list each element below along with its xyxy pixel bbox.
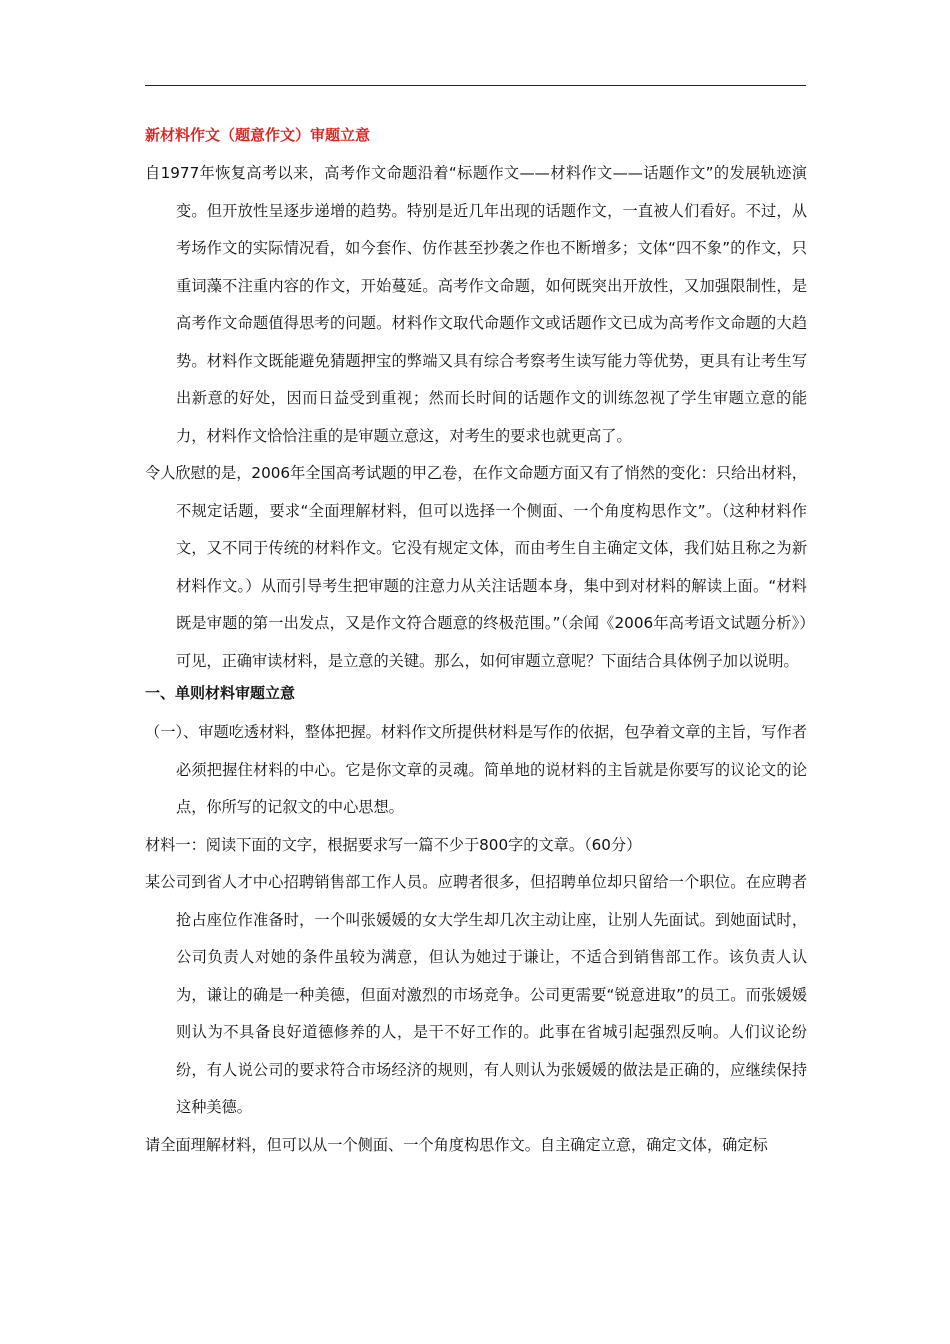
section-paragraph-1: （一）、审题吃透材料，整体把握。材料作文所提供材料是写作的依据，包孕着文章的主旨，写作者必须把握住材料的中心。它是你文章的灵魂。简单地的说材料的主旨就是你要写的议论文的论点，你所写的记叙文的中心思想。 [145, 723, 807, 816]
intro-paragraph-1: 自1977年恢复高考以来，高考作文命题沿着“标题作文——材料作文——话题作文”的发展轨迹演变。但开放性呈逐步递增的趋势。特别是近几年出现的话题作文，一直被人们看好。不过，从考场作文的实际情况看，如今套作、仿作甚至抄袭之作也不断增多；文体“四不象”的作文，只重词藻不注重内容的作文，开始蔓延。高考作文命题，如何既突出开放性，又加强限制性，是高考作文命题值得思考的问题。材料作文取代命题作文或话题作文已成为高考作文命题的大趋势。材料作文既能避免猜题押宝的弊端又具有综合考察考生读写能力等优势，更具有让考生写出新意的好处，因而日益受到重视；然而长时间的话题作文的训练忽视了学生审题立意的能力，材料作文恰恰注重的是审题立意这，对考生的要求也就更高了。 [145, 164, 807, 445]
document-body [145, 124, 807, 1164]
top-rule [145, 85, 806, 86]
material-label-line: 材料一：阅读下面的文字，根据要求写一篇不少于800字的文章。（60分） [145, 835, 642, 854]
material-paragraph: 某公司到省人才中心招聘销售部工作人员。应聘者很多，但招聘单位却只留给一个职位。在应聘者抢占座位作准备时，一个叫张媛媛的女大学生却几次主动让座，让别人先面试。到她面试时，公司负责人对她的条件虽较为满意，但认为她过于谦让，不适合到销售部工作。该负责人认为，谦让的确是一种美德，但面对激烈的市场竞争。公司更需要“锐意进取”的员工。而张媛媛则认为不具备良好道德修养的人，是干不好工作的。此事在省城引起强烈反响。人们议论纷纷，有人说公司的要求符合市场经济的规则，有人则认为张媛媛的做法是正确的，应继续保持这种美德。 [145, 873, 807, 1116]
intro-paragraph-2: 令人欣慰的是，2006年全国高考试题的甲乙卷，在作文命题方面又有了悄然的变化：只给出材料，不规定话题，要求“全面理解材料，但可以选择一个侧面、一个角度构思作文”。（这种材料作文，又不同于传统的材料作文。它没有规定文体，而由考生自主确定文体，我们姑且称之为新材料作文。）从而引导考生把审题的注意力从关注话题本身，集中到对材料的解读上面。“材料既是审题的第一出发点，又是作文符合题意的终极范围。”（余闻《2006年高考语文试题分析》）可见，正确审读材料，是立意的关键。那么，如何审题立意呢？下面结合具体例子加以说明。 [145, 464, 807, 670]
final-line: 请全面理解材料，但可以从一个侧面、一个角度构思作文。自主确定立意，确定文体，确定标 [145, 1135, 768, 1154]
document-title: 新材料作文（题意作文）审题立意 [145, 126, 371, 144]
section-heading: 一、单则材料审题立意 [145, 684, 296, 702]
